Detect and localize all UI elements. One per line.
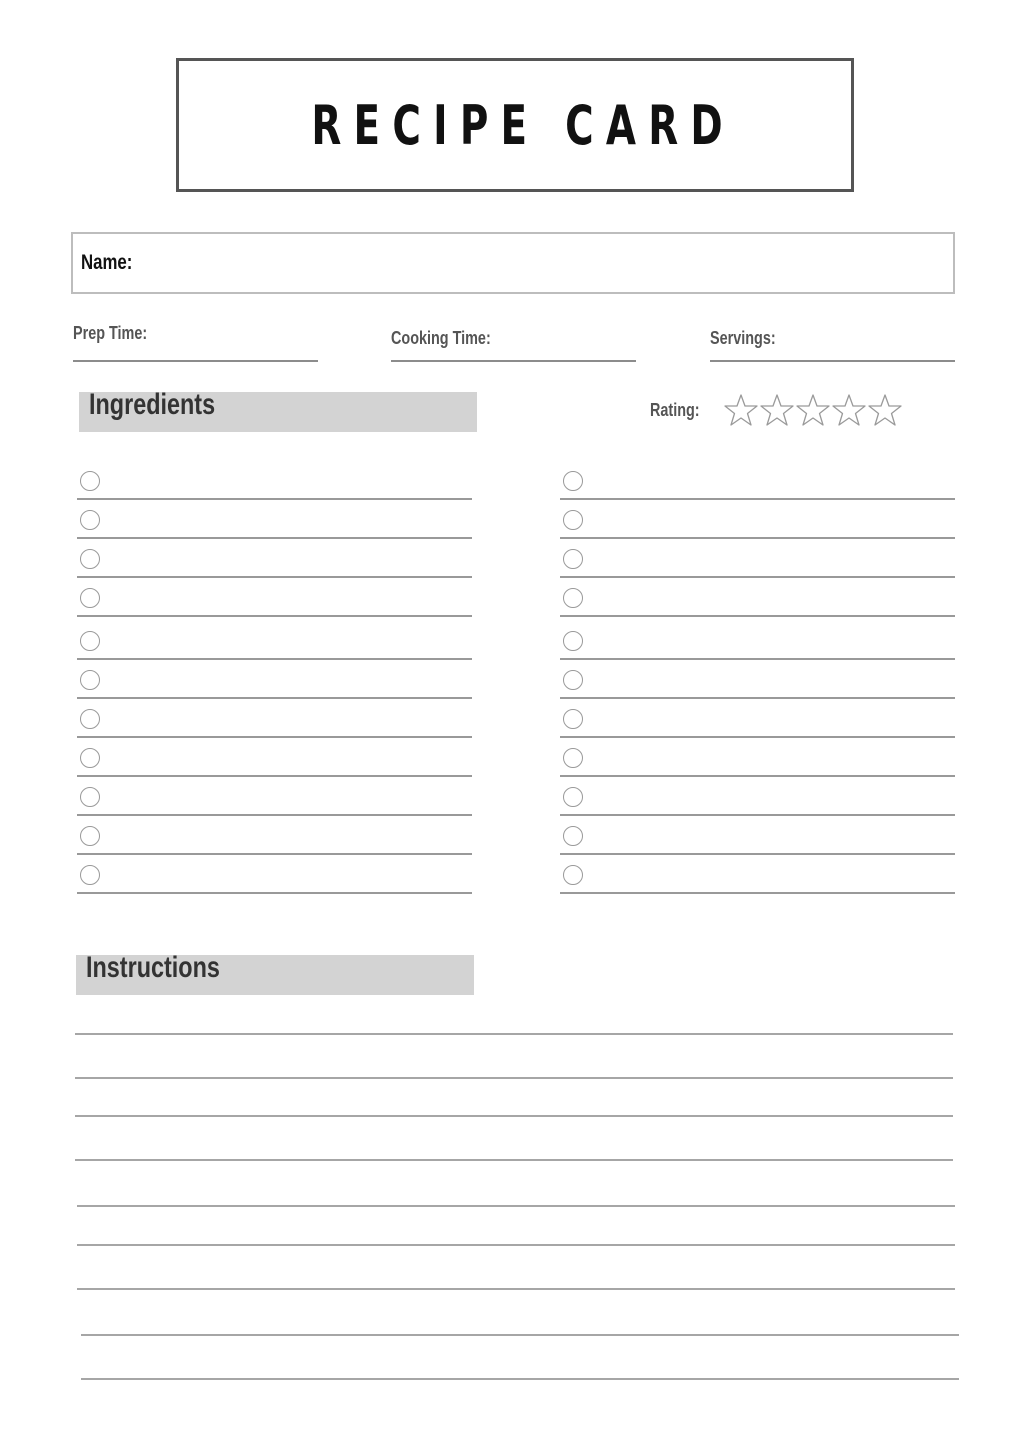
ingredient-row[interactable] xyxy=(560,620,955,660)
checkbox-circle-icon[interactable] xyxy=(563,670,583,690)
checkbox-circle-icon[interactable] xyxy=(80,748,100,768)
checkbox-circle-icon[interactable] xyxy=(563,787,583,807)
checkbox-circle-icon[interactable] xyxy=(80,826,100,846)
star-icon[interactable] xyxy=(761,395,793,425)
title-box xyxy=(176,58,854,192)
ingredient-row[interactable] xyxy=(560,499,955,539)
ingredient-row[interactable] xyxy=(560,854,955,894)
ingredient-row[interactable] xyxy=(560,538,955,578)
checkbox-circle-icon[interactable] xyxy=(80,709,100,729)
star-icon[interactable] xyxy=(725,395,757,425)
ingredient-row[interactable] xyxy=(77,460,472,500)
instruction-line[interactable] xyxy=(75,1115,953,1117)
star-icon[interactable] xyxy=(797,395,829,425)
ingredient-row[interactable] xyxy=(77,620,472,660)
ingredient-row[interactable] xyxy=(77,737,472,777)
cooking-time-label: Cooking Time: xyxy=(391,328,491,348)
checkbox-circle-icon[interactable] xyxy=(80,787,100,807)
checkbox-circle-icon[interactable] xyxy=(563,631,583,651)
servings-field[interactable] xyxy=(710,320,955,362)
checkbox-circle-icon[interactable] xyxy=(563,471,583,491)
star-icon[interactable] xyxy=(833,395,865,425)
name-field[interactable] xyxy=(71,232,955,294)
checkbox-circle-icon[interactable] xyxy=(563,709,583,729)
instruction-line[interactable] xyxy=(75,1033,953,1035)
checkbox-circle-icon[interactable] xyxy=(563,549,583,569)
ingredient-row[interactable] xyxy=(77,776,472,816)
ingredient-row[interactable] xyxy=(560,577,955,617)
prep-time-field[interactable] xyxy=(73,320,318,362)
ingredient-row[interactable] xyxy=(560,698,955,738)
page-title: RECIPE CARD xyxy=(311,93,736,157)
instruction-line[interactable] xyxy=(77,1205,955,1207)
instruction-line[interactable] xyxy=(77,1288,955,1290)
ingredient-row[interactable] xyxy=(77,698,472,738)
ingredients-header xyxy=(79,388,477,432)
instruction-line[interactable] xyxy=(81,1378,959,1380)
ingredient-row[interactable] xyxy=(560,460,955,500)
checkbox-circle-icon[interactable] xyxy=(80,549,100,569)
checkbox-circle-icon[interactable] xyxy=(80,670,100,690)
instructions-title: Instructions xyxy=(86,951,220,984)
checkbox-circle-icon[interactable] xyxy=(80,865,100,885)
prep-time-label: Prep Time: xyxy=(73,323,148,343)
checkbox-circle-icon[interactable] xyxy=(80,510,100,530)
checkbox-circle-icon[interactable] xyxy=(80,471,100,491)
checkbox-circle-icon[interactable] xyxy=(563,588,583,608)
ingredient-row[interactable] xyxy=(77,577,472,617)
instruction-line[interactable] xyxy=(75,1077,953,1079)
checkbox-circle-icon[interactable] xyxy=(80,631,100,651)
instruction-line[interactable] xyxy=(75,1159,953,1161)
ingredient-row[interactable] xyxy=(77,815,472,855)
checkbox-circle-icon[interactable] xyxy=(563,748,583,768)
ingredient-row[interactable] xyxy=(560,737,955,777)
ingredient-row[interactable] xyxy=(560,659,955,699)
name-label: Name: xyxy=(81,251,133,274)
checkbox-circle-icon[interactable] xyxy=(80,588,100,608)
cooking-time-field[interactable] xyxy=(391,320,636,362)
ingredient-row[interactable] xyxy=(560,776,955,816)
instruction-line[interactable] xyxy=(77,1244,955,1246)
rating-label: Rating: xyxy=(650,400,700,420)
ingredients-title: Ingredients xyxy=(89,388,216,421)
checkbox-circle-icon[interactable] xyxy=(563,865,583,885)
ingredient-row[interactable] xyxy=(77,659,472,699)
checkbox-circle-icon[interactable] xyxy=(563,826,583,846)
servings-label: Servings: xyxy=(710,328,776,348)
instruction-line[interactable] xyxy=(81,1334,959,1336)
checkbox-circle-icon[interactable] xyxy=(563,510,583,530)
ingredient-row[interactable] xyxy=(77,854,472,894)
ingredient-row[interactable] xyxy=(560,815,955,855)
rating-stars[interactable] xyxy=(724,393,906,429)
instructions-header xyxy=(76,951,474,995)
ingredient-row[interactable] xyxy=(77,499,472,539)
star-icon[interactable] xyxy=(869,395,901,425)
ingredient-row[interactable] xyxy=(77,538,472,578)
